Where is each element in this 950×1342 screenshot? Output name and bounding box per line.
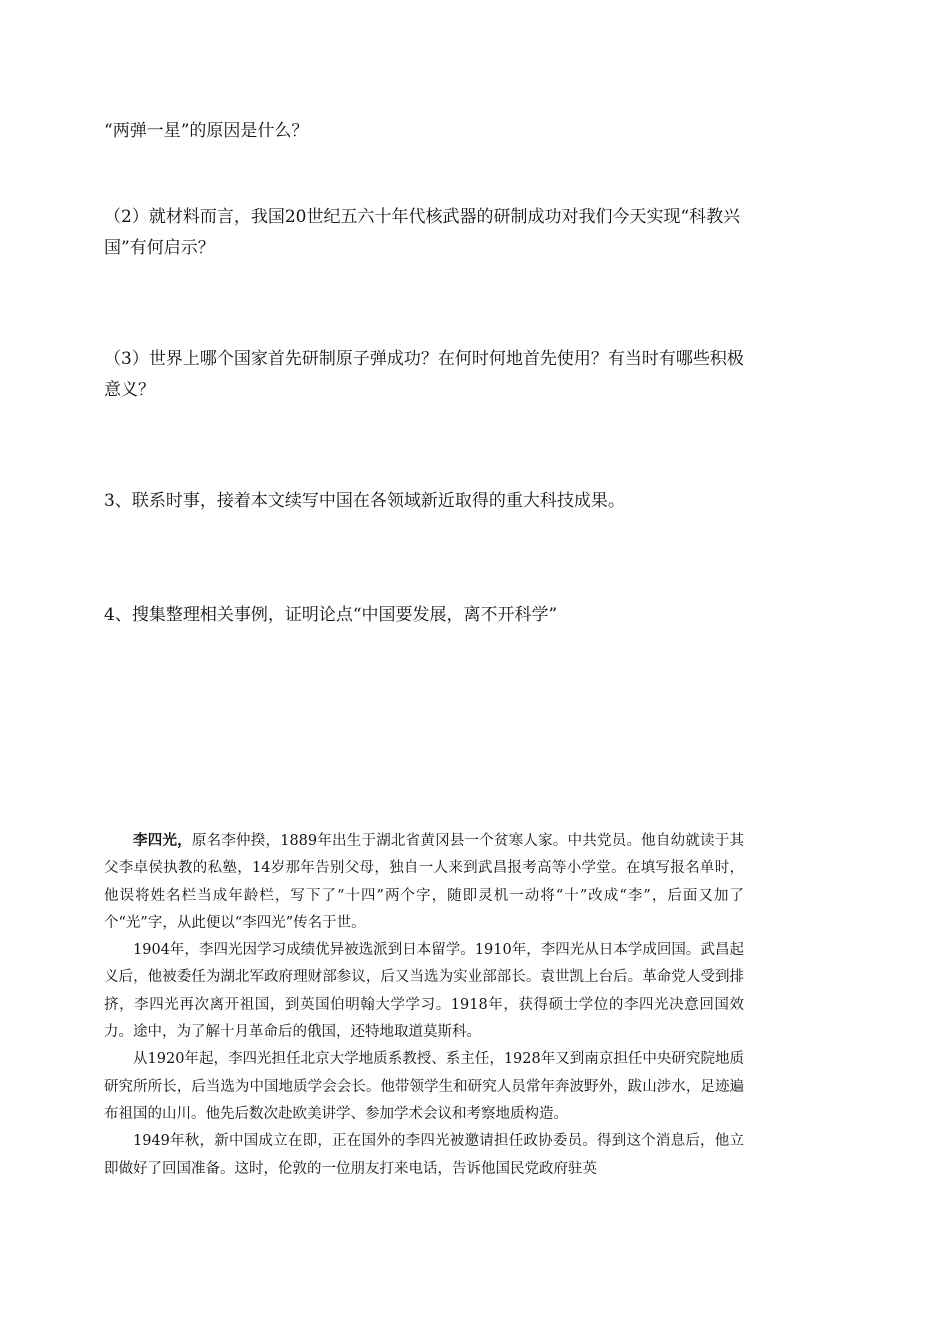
question-2: （2）就材料而言，我国20世纪五六十年代核武器的研制成功对我们今天实现“科教兴国”有何启示？	[104, 207, 741, 258]
question-4: 3、联系时事，接着本文续写中国在各领域新近取得的重大科技成果。	[104, 491, 625, 511]
bio-paragraph-3: 从1920年起，李四光担任北京大学地质系教授、系主任，1928年又到南京担任中央研究院地质研究所所长，后当选为中国地质学会会长。他带领学生和研究人员常年奔波野外，跋山涉水，足迹遍布祖国的山川。他先后数次赴欧美讲学、参加学术会议和考察地质构造。	[104, 1051, 744, 1122]
bio-paragraph-1-text: 原名李仲揆，1889年出生于湖北省黄冈县一个贫寒人家。中共党员。他自幼就读于其父李卓侯执教的私塾，14岁那年告别父母，独自一人来到武昌报考高等小学堂。在填写报名单时，他误将姓名栏当成年龄栏，写下了“十四”两个字，随即灵机一动将“十”改成“李”，后面又加了个“光”字，从此便以“李四光”传名于世。	[104, 833, 745, 931]
bio-paragraph-2: 1904年，李四光因学习成绩优异被选派到日本留学。1910年，李四光从日本学成回国。武昌起义后，他被委任为湖北军政府理财部参议，后又当选为实业部部长。袁世凯上台后。革命党人受到排挤，李四光再次离开祖国，到英国伯明翰大学学习。1918年，获得硕士学位的李四光决意回国效力。途中，为了解十月革命后的俄国，还特地取道莫斯科。	[104, 942, 744, 1041]
bio-paragraph-4: 1949年秋，新中国成立在即，正在国外的李四光被邀请担任政协委员。得到这个消息后，他立即做好了回国准备。这时，伦敦的一位朋友打来电话，告诉他国民党政府驻英	[104, 1133, 744, 1177]
bio-paragraph-1	[104, 828, 744, 937]
question-1-tail: “两弹一星”的原因是什么？	[104, 121, 309, 141]
question-3: （3）世界上哪个国家首先研制原子弹成功？在何时何地首先使用？有当时有哪些积极意义？	[104, 349, 744, 400]
bio-name: 李四光，	[133, 833, 192, 849]
li-siguang-biography	[104, 828, 744, 1183]
question-5: 4、搜集整理相关事例，证明论点“中国要发展，离不开科学”	[104, 605, 558, 625]
